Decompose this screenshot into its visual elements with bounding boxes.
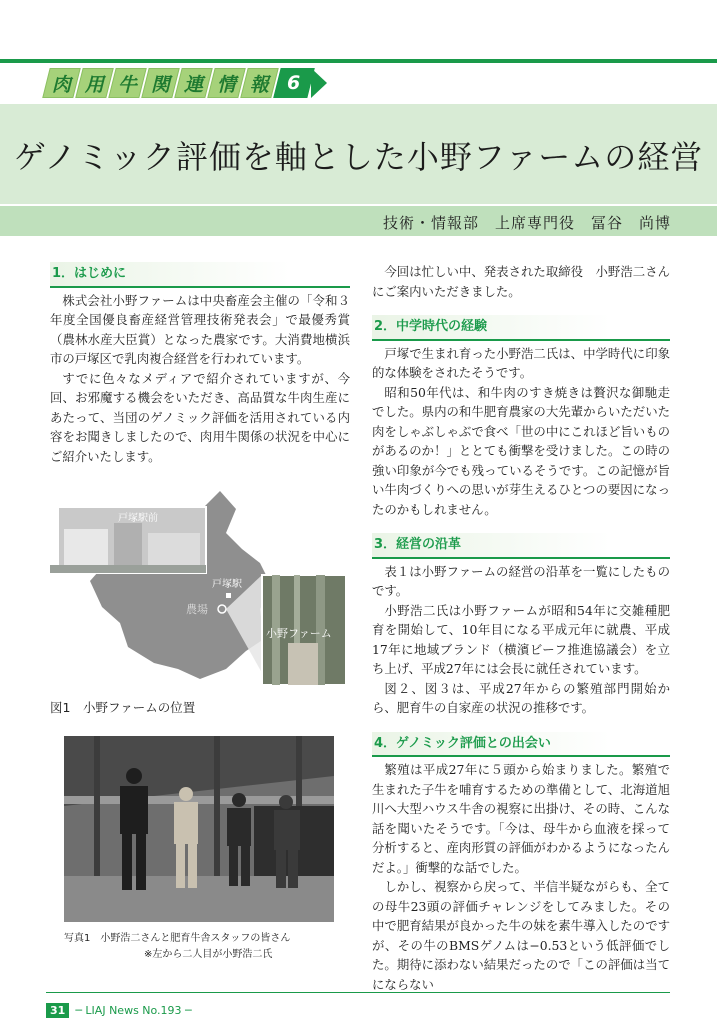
staff-photo (64, 736, 334, 922)
author-line: 技術・情報部 上席専門役 冨谷 尚博 (382, 214, 671, 232)
series-char: 報 (240, 68, 278, 98)
paragraph: 株式会社小野ファームは中央畜産会主催の「令和３年度全国優良畜産経営管理技術発表会」で最優秀賞（農林水産大臣賞）となった農家です。大消費地横浜市の戸塚区で乳肉複合経営を行われています。 (50, 292, 350, 366)
right-column (372, 262, 670, 994)
path-shape (288, 643, 318, 685)
building-shape (114, 523, 142, 565)
section-heading-history: 3．経営の沿革 (372, 533, 670, 559)
series-tag (46, 68, 327, 98)
bottom-rule (46, 992, 670, 993)
photo-caption-note: ※左から二人目が小野浩二氏 (144, 949, 273, 960)
location-map-figure (50, 483, 350, 688)
top-rule (0, 59, 717, 63)
series-char: 連 (174, 68, 212, 98)
left-column (50, 258, 350, 466)
section-heading-middle-school: 2．中学時代の経験 (372, 315, 670, 341)
series-char: 肉 (42, 68, 80, 98)
section-heading-genomic: 4．ゲノミック評価との出会い (372, 732, 670, 758)
paragraph: 今回は忙しい中、発表された取締役 小野浩二さんにご案内いただきました。 (372, 264, 670, 299)
farm-photo-label: 小野ファーム (266, 627, 332, 640)
series-char: 牛 (108, 68, 146, 98)
paragraph: 小野浩二氏は小野ファームが昭和54年に交雑種肥育を開始して、10年目になる平成元年に就農、平成17年に地域ブランド（横濱ビーフ推進協議会）を立ち上げ、平成27年には会長に就任されています。 (372, 602, 670, 676)
photo-caption: 写真1 小野浩二さんと肥育牛舎スタッフの皆さん (64, 933, 291, 944)
paragraph: しかし、視察から戻って、半信半疑ながらも、全ての母牛23頭の評価チャレンジをしてみました。その中で肥育結果が良かった牛の妹を素牛導入したのですが、その牛のBMSゲノムは−0.53という低評価でした。期待に添わない結果だったので「この評価は当てにならない (372, 879, 670, 992)
series-number: 6 (273, 68, 314, 98)
farm-area-label: 農場 (186, 603, 208, 616)
figure-caption: 図1 小野ファームの位置 (50, 700, 196, 715)
paragraph: 表１は小野ファームの経営の沿革を一覧にしたものです。 (372, 563, 670, 598)
station-marker (226, 593, 231, 598)
page-title: ゲノミック評価を軸とした小野ファームの経営 (13, 138, 704, 176)
photo-graphic (64, 736, 334, 922)
paragraph: 繁殖は平成27年に５頭から始まりました。繁殖で生まれた子牛を哺育するための準備として、北海道旭川へ大型ハウス牛舎の視察に出掛け、その時、こんな話を聞いたそうです。「今は、母牛から血液を採って分析すると、産肉形質の評価がわかるようになったんだよ。」衝撃的な話でした。 (372, 762, 670, 875)
page-number: 31 (46, 1003, 69, 1018)
section-heading-intro: 1．はじめに (50, 262, 350, 288)
station-front-label: 戸塚駅前 (118, 513, 158, 524)
publication-name: ─ LIAJ News No.193 ─ (75, 1004, 192, 1017)
series-char: 関 (141, 68, 179, 98)
paragraph: 昭和50年代は、和牛肉のすき焼きは贅沢な御馳走でした。県内の和牛肥育農家の大先輩からいただいた肉をしゃぶしゃぶで食べ「世の中にこれほど旨いものがあるのか！」ととても衝撃を受けました。この時の強い印象が今でも残っているそうです。この記憶が旨い牛肉づくりへの思いが芽生えるひとつの要因になったのかもしれません。 (372, 384, 670, 517)
series-char: 用 (75, 68, 113, 98)
road-shape (50, 565, 206, 573)
series-char: 情 (207, 68, 245, 98)
map-graphic (50, 483, 350, 688)
building-shape (64, 529, 108, 565)
page-footer (46, 1003, 192, 1018)
station-label: 戸塚駅 (212, 579, 242, 590)
building-shape (148, 533, 200, 565)
paragraph: すでに色々なメディアで紹介されていますが、今回、お邪魔する機会をいただき、高品質な牛肉生産にあたって、当団のゲノミック評価を活用されている内容をお聞きしましたので、肉用牛関係の状況を中心にご紹介いたします。 (50, 370, 350, 464)
paragraph: 戸塚で生まれ育った小野浩二氏は、中学時代に印象的な体験をされたそうです。 (372, 345, 670, 380)
paragraph: 図２、図３は、平成27年からの繁殖部門開始から、肥育牛の自家産の状況の推移です。 (372, 680, 670, 715)
